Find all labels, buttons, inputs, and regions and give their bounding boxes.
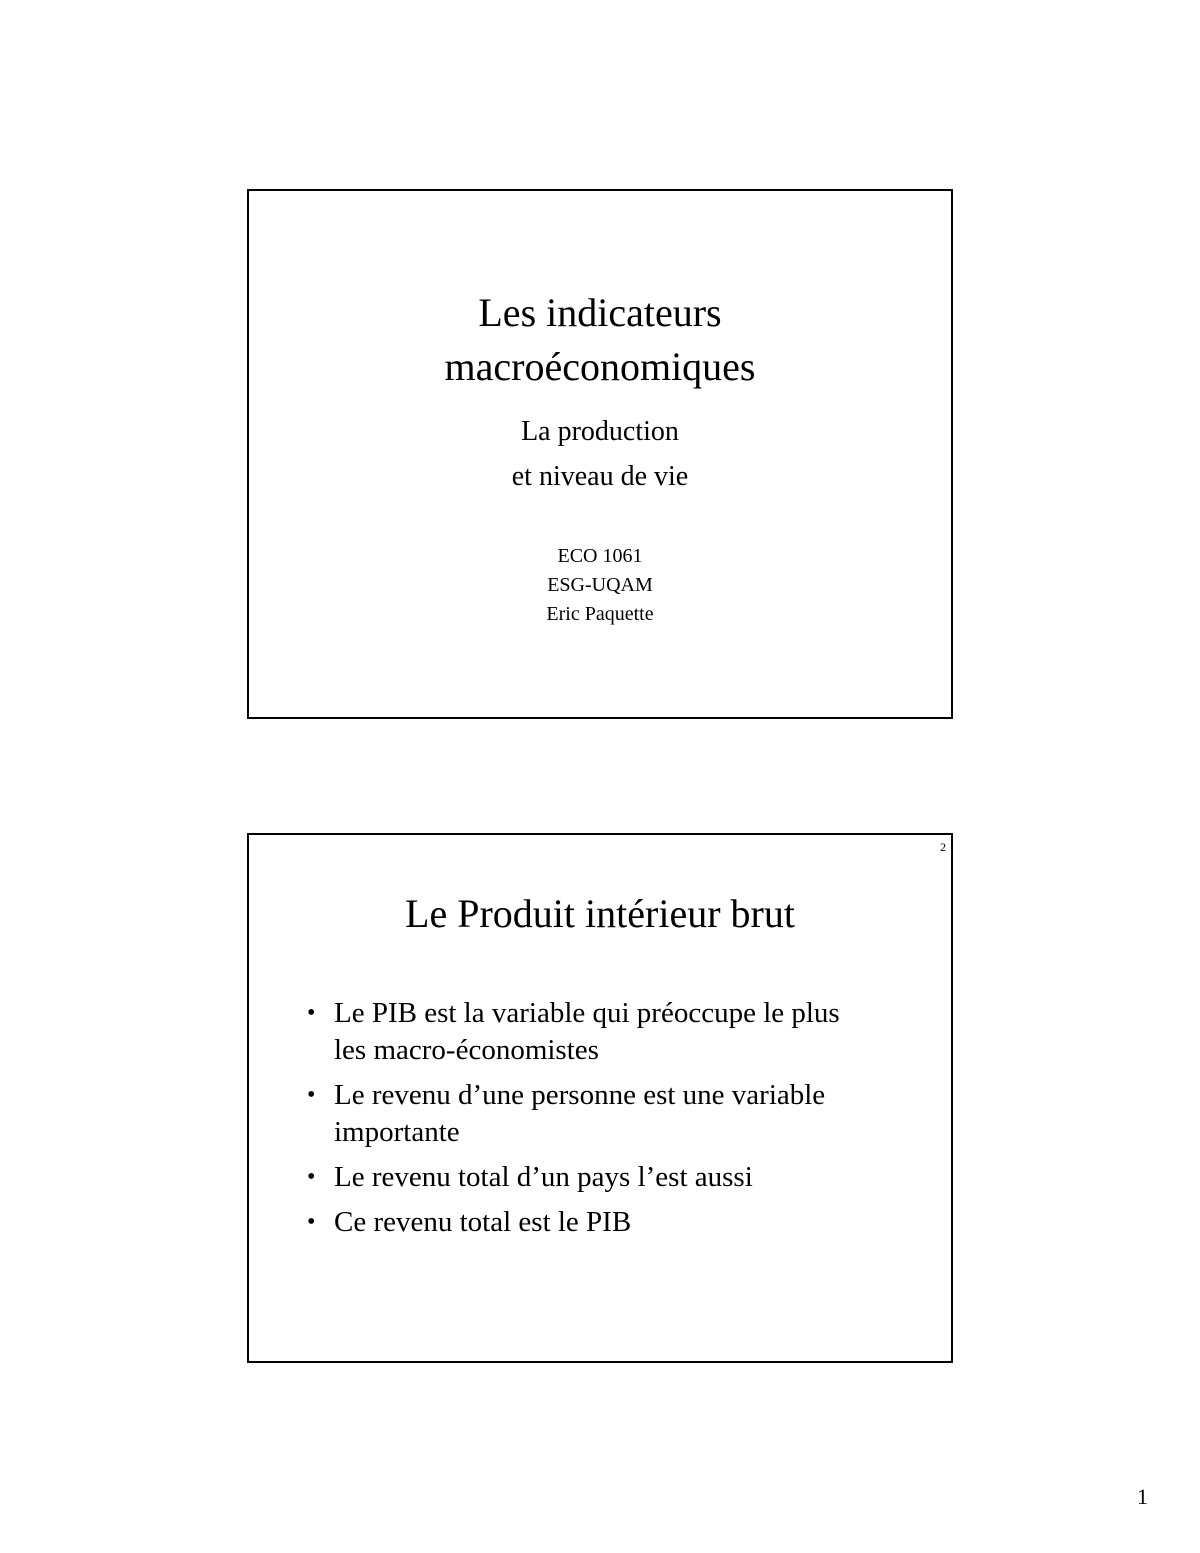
course-code: ECO 1061 [557, 545, 643, 567]
bullet-item-line-2: importante [334, 1116, 460, 1148]
author-name: Eric Paquette [546, 603, 654, 625]
slide-1-subtitle [249, 409, 951, 499]
bullet-item [307, 1159, 917, 1196]
slide-1-title-line-2: macroéconomiques [444, 344, 756, 389]
slide-2 [247, 833, 953, 1363]
bullet-item-line-1: Ce revenu total est le PIB [334, 1206, 632, 1238]
bullet-dot-icon: • [307, 1000, 316, 1026]
slide-2-bullet-list [307, 995, 917, 1249]
slide-2-title: Le Produit intérieur brut [405, 891, 795, 936]
page-number: 1 [1137, 1484, 1148, 1509]
bullet-item [307, 1077, 917, 1151]
bullet-item-line-1: Le revenu d’une personne est une variable [334, 1079, 826, 1111]
bullet-dot-icon: • [307, 1164, 316, 1190]
slide-1 [247, 189, 953, 719]
slide-1-title [249, 286, 951, 394]
bullet-dot-icon: • [307, 1082, 316, 1108]
bullet-item [307, 995, 917, 1069]
school-name: ESG-UQAM [547, 574, 653, 596]
slide-1-subtitle-line-1: La production [521, 416, 679, 447]
bullet-dot-icon: • [307, 1209, 316, 1235]
bullet-item-line-1: Le PIB est la variable qui préoccupe le plus [334, 997, 840, 1029]
bullet-item [307, 1204, 917, 1241]
bullet-item-line-2: les macro-économistes [334, 1034, 599, 1066]
slide-1-course-info [249, 542, 951, 629]
slide-2-number: 2 [940, 840, 946, 854]
slide-1-subtitle-line-2: et niveau de vie [511, 461, 689, 492]
slide-1-title-line-1: Les indicateurs [478, 290, 722, 335]
bullet-item-line-1: Le revenu total d’un pays l’est aussi [334, 1161, 753, 1193]
